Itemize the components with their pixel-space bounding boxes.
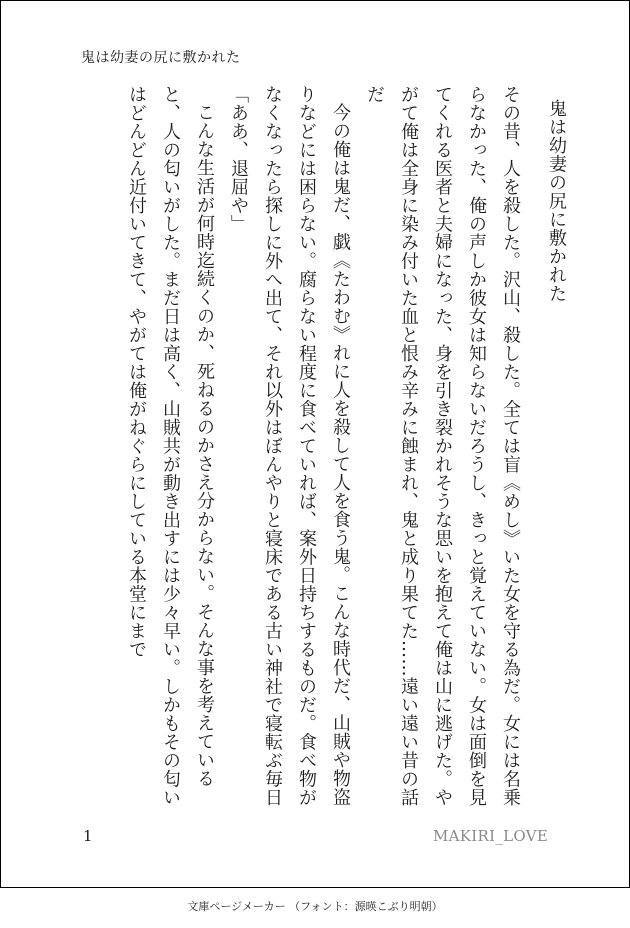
author-name: MAKIRI_LOVE: [433, 827, 549, 845]
paragraph-1: その昔、人を殺した。沢山、殺した。全ては盲《めし》いた女を守る為だ。女には名乗らなかった、俺の声しか彼女は知らないだろうし、きっと覚えていない。女は面倒を見てくれる医者と夫婦になった、身を引き裂かれそうな思いを抱えて俺は山に逃げた。やがて俺は全身に染み付いた血と恨み辛みに蝕まれ、鬼と成り果てた……遠い遠い昔の話だ: [364, 85, 521, 807]
paragraph-4: こんな生活が何時迄続くのか、死ねるのかさえ分からない。そんな事を考えていると、人の匂いがした。まだ日は高く、山賊共が動き出すには少々早い。しかもその匂いはどんどん近付いてきて、やがては俺がねぐらにしている本堂にまで: [126, 85, 215, 807]
chapter-title: 鬼は幼妻の尻に敷かれた: [546, 99, 567, 303]
paragraph-2: 今の俺は鬼だ、戯《たわむ》れに人を殺して人を食う鬼。こんな時代だ、山賊や物盗りなどには困らない。腐らない程度に食べていれば、案外日持ちするものだ。食べ物がなくなったら探しに外へ出て、それ以外はぼんやりと寝床である古い神社で寝転ぶ毎日: [262, 85, 351, 807]
page-number: 1: [83, 827, 93, 845]
generator-credit: 文庫ページメーカー （フォント：源暎こぶり明朝）: [187, 900, 443, 913]
dialogue-line: 「ああ、退屈や」: [228, 85, 249, 233]
vertical-body-text: [67, 85, 573, 810]
running-header: 鬼は幼妻の尻に敷かれた: [81, 50, 241, 66]
